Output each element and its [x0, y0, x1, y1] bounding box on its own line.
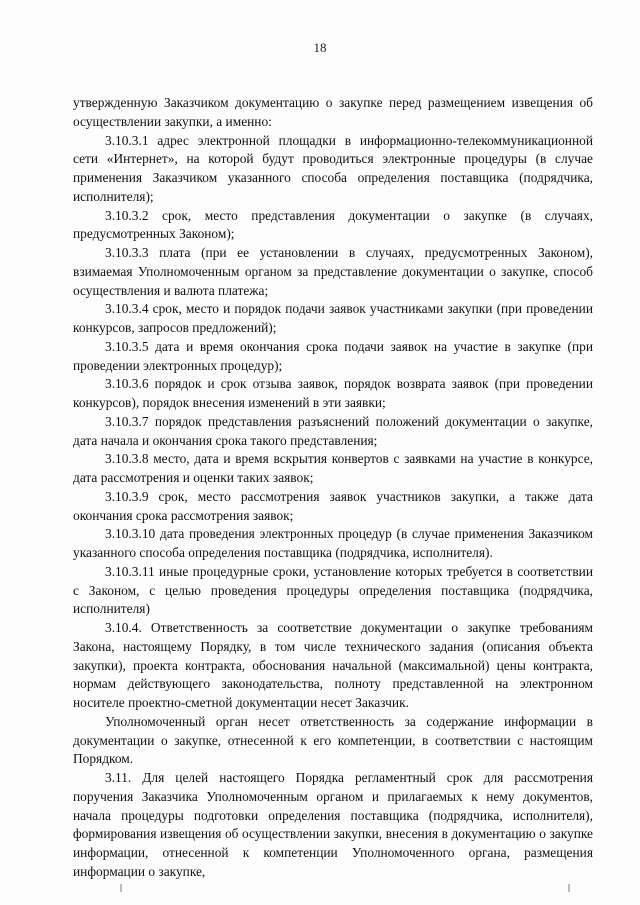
- paragraph-intro: утвержденную Заказчиком документацию о закупке перед размещением извещения об осуществлении закупки, а именно:: [73, 95, 593, 129]
- paragraph-3-10-3-10: 3.10.3.10 дата проведения электронных процедур (в случае применения Заказчиком указанного способа определения поставщика (подрядчика, исполнителя).: [73, 526, 593, 560]
- paragraph-3-10-3-9: 3.10.3.9 срок, место рассмотрения заявок участников закупки, а также дата окончания срока рассмотрения заявок;: [73, 488, 593, 523]
- paragraph-3-10-3-11: 3.10.3.11 иные процедурные сроки, установление которых требуется в соответствии с Законом, с целью проведения процедуры определения поставщика (подрядчика, исполнителя): [73, 563, 593, 617]
- paragraph-3-10-3-3: 3.10.3.3 плата (при ее установлении в случаях, предусмотренных Законом), взимаемая Уполномоченным органом за представление документации о закупке, способ осуществления и валюта платежа;: [73, 245, 593, 298]
- paragraph-3-10-3-8: 3.10.3.8 место, дата и время вскрытия конвертов с заявками на участие в конкурсе, дата рассмотрения и оценки таких заявок;: [73, 451, 593, 485]
- paragraph-3-10-3-5: 3.10.3.5 дата и время окончания срока подачи заявок на участие в закупке (при проведении электронных процедур);: [73, 338, 593, 373]
- paragraph-3-11: 3.11. Для целей настоящего Порядка регламентный срок для рассмотрения поручения Заказчика Уполномоченным органом и прилагаемых к нему документов, начала процедуры подготовки определения поставщика (подрядчика, исполнителя), формирования извещения об осуществлении закупки, внесения в документацию о закупке информации, отнесенной к компетенции Уполномоченного органа, размещения информации о закупке,: [73, 770, 593, 879]
- paragraph-3-10-3-6: 3.10.3.6 порядок и срок отзыва заявок, порядок возврата заявок (при проведении конкурсов), порядок внесения изменений в эти заявки;: [73, 376, 593, 410]
- page-number: 18: [313, 40, 327, 55]
- scan-mark-right: [568, 884, 570, 892]
- paragraph-3-10-3-7: 3.10.3.7 порядок представления разъяснений положений документации о закупке, дата начала и окончания срока такого представления;: [73, 413, 593, 448]
- document-body: [73, 94, 593, 882]
- paragraph-3-10-4: 3.10.4. Ответственность за соответствие документации о закупке требованиям Закона, настоящему Порядку, в том числе технического задания (описания объекта закупки), проекта контракта, обоснования начальной (максимальной) цены контракта, нормам действующего законодательства, полноту представленной на электронном носителе проектно-сметной документации несет Заказчик.: [73, 620, 593, 710]
- paragraph-responsibility: Уполномоченный орган несет ответственность за содержание информации в документации о закупке, отнесенной к его компетенции, в соответствии с настоящим Порядком.: [73, 713, 593, 767]
- scan-mark-left: [120, 884, 122, 892]
- paragraph-3-10-3-1: 3.10.3.1 адрес электронной площадки в информационно-телекоммуникационной сети «Интернет», на которой будут проводиться электронные процедуры (в случае применения Заказчиком указанного способа определения поставщика (подрядчика, исполнителя);: [73, 132, 593, 204]
- paragraph-3-10-3-4: 3.10.3.4 срок, место и порядок подачи заявок участниками закупки (при проведении конкурсов, запросов предложений);: [73, 301, 593, 335]
- paragraph-3-10-3-2: 3.10.3.2 срок, место представления документации о закупке (в случаях, предусмотренных Законом);: [73, 207, 593, 242]
